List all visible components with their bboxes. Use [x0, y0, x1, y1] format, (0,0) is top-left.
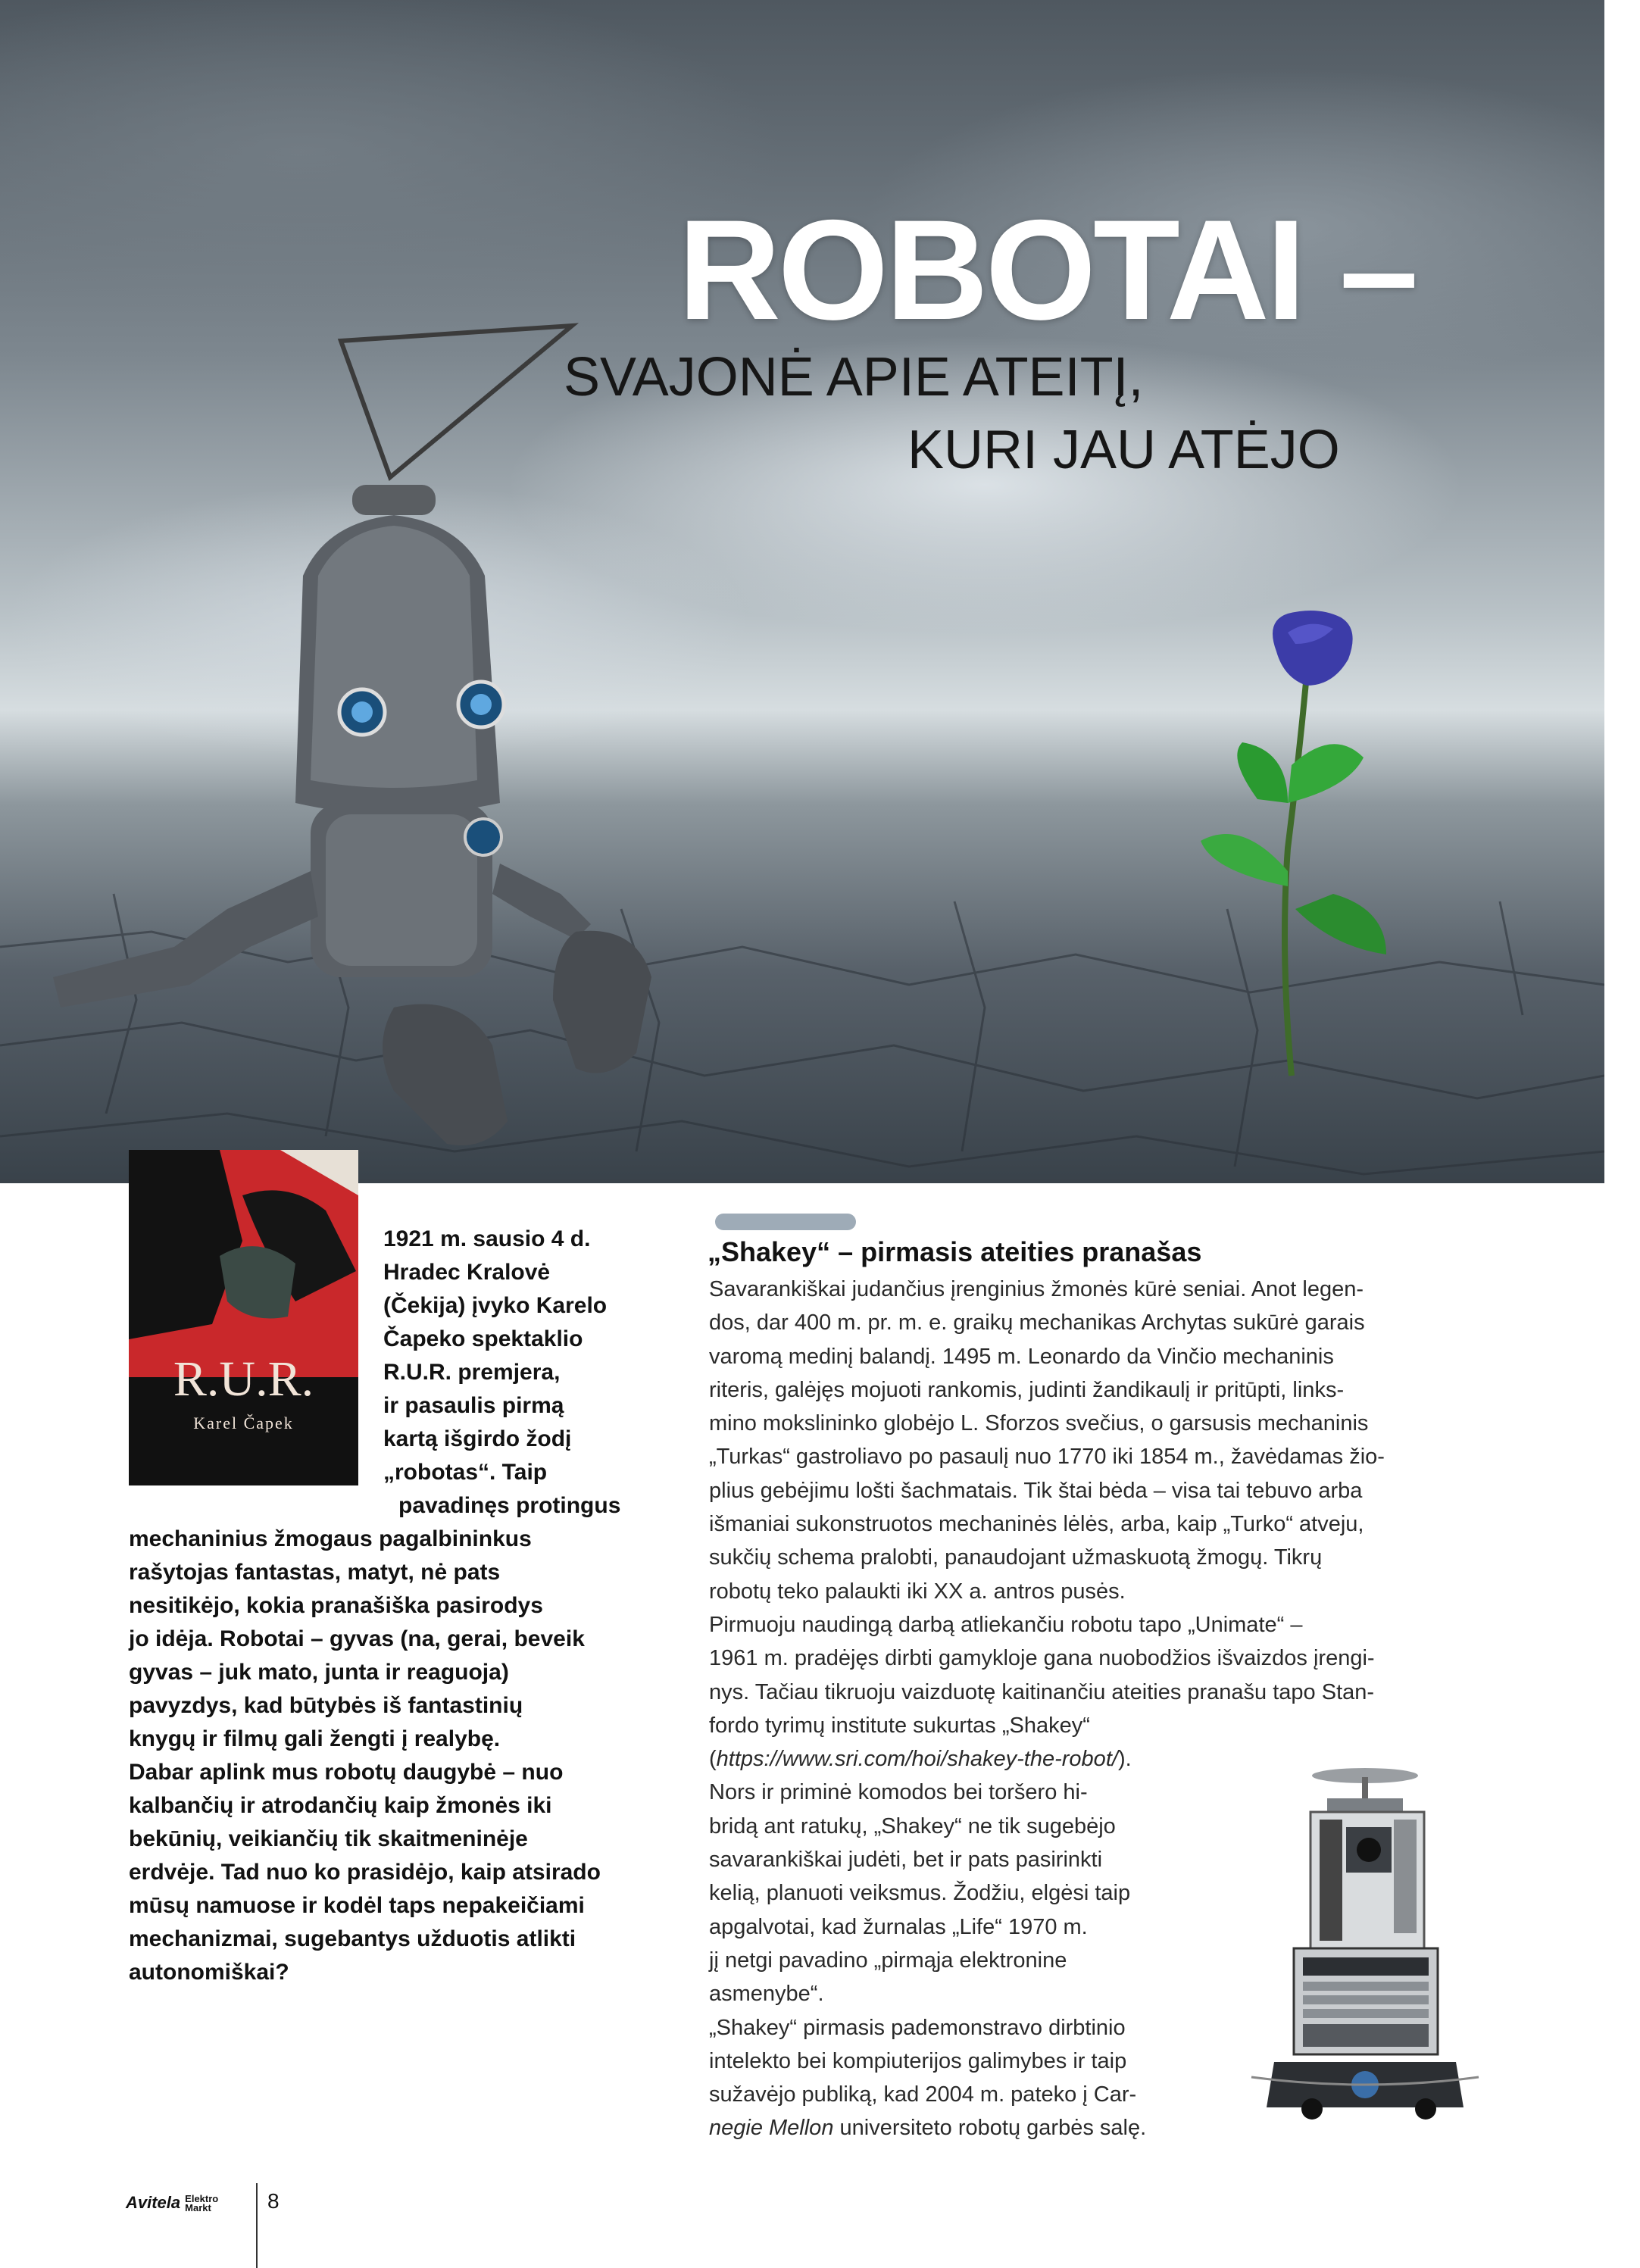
shakey-url-link[interactable]: https://www.sri.com/hoi/shakey-the-robot/	[716, 1747, 1118, 1772]
intro-line: „robotas“. Taip	[383, 1460, 548, 1485]
rose-figure	[1201, 611, 1386, 1076]
body-line: mino mokslininko globėjo L. Sforzos svečius, o garsusis mechaninis	[709, 1411, 1369, 1436]
body-line: sužavėjo publiką, kad 2004 m. pateko į Car-	[709, 2082, 1137, 2107]
intro-line: pavadinęs protingus	[398, 1493, 621, 1518]
intro-line: bekūnių, veikiančių tik skaitmeninėje	[129, 1826, 528, 1851]
body-line: apgalvotai, kad žurnalas „Life“ 1970 m.	[709, 1914, 1088, 1939]
section-accent-bar	[715, 1214, 856, 1230]
body-line: 1961 m. pradėjęs dirbti gamykloje gana nuobodžios išvaizdos įrengi-	[709, 1646, 1375, 1671]
intro-line: nesitikėjo, kokia pranašiška pasirodys	[129, 1593, 543, 1618]
intro-line: autonomiškai?	[129, 1960, 289, 1985]
book-cover-art	[129, 1150, 358, 1485]
headline-subtitle-line2: KURI JAU ATĖJO	[907, 420, 1340, 480]
intro-paragraph-indent	[398, 1489, 620, 1523]
section-heading: „Shakey“ – pirmasis ateities pranašas	[708, 1236, 1202, 1267]
italic-name: negie Mellon	[709, 2116, 834, 2141]
intro-line: erdvėje. Tad nuo ko prasidėjo, kaip atsirado	[129, 1860, 601, 1885]
body-line: „Shakey“ pirmasis pademonstravo dirbtinio	[709, 2015, 1126, 2040]
book-title: R.U.R.	[173, 1351, 314, 1407]
partner-line1: Elektro	[185, 2193, 219, 2205]
intro-line: (Čekija) įvyko Karelo	[383, 1293, 608, 1318]
brand-name: Avitela	[126, 2193, 181, 2212]
intro-line: kalbančių ir atrodančių kaip žmonės iki	[129, 1793, 552, 1818]
body-line: plius gebėjimu lošti šachmatais. Tik štai bėda – visa tai tebuvo arba	[709, 1478, 1363, 1503]
body-line: sukčių schema pralobti, panaudojant užmaskuotą žmogų. Tikrų	[709, 1545, 1323, 1570]
partner-line2: Markt	[185, 2202, 211, 2214]
headline: ROBOTAI –	[678, 190, 1416, 349]
book-cover-rur	[129, 1150, 358, 1485]
robot-figure	[53, 326, 651, 1145]
body-line: jį netgi pavadino „pirmąja elektronine	[709, 1948, 1067, 1973]
url-open: (	[709, 1747, 717, 1772]
intro-paragraph-main	[129, 1523, 601, 1989]
body-line: „Turkas“ gastroliavo po pasaulį nuo 1770 iki 1854 m., žavėdamas žio-	[709, 1445, 1385, 1470]
intro-line: Dabar aplink mus robotų daugybė – nuo	[129, 1760, 564, 1785]
intro-line: gyvas – juk mato, junta ir reaguoja)	[129, 1660, 509, 1685]
last-line-rest: universiteto robotų garbės salę.	[833, 2116, 1147, 2141]
body-line: robotų teko palaukti iki XX a. antros pusės.	[709, 1579, 1126, 1604]
intro-line: mechaninius žmogaus pagalbininkus	[129, 1526, 532, 1551]
intro-line: mechanizmai, sugebantys užduotis atlikti	[129, 1926, 576, 1951]
intro-line: Čapeko spektaklio	[383, 1326, 583, 1351]
url-close: ).	[1117, 1747, 1132, 1772]
body-line: riteris, galėjęs mojuoti rankomis, judinti žandikaulį ir pritūpti, links-	[709, 1377, 1345, 1402]
book-author: Karel Čapek	[193, 1414, 294, 1432]
body-line: Nors ir priminė komodos bei toršero hi-	[709, 1780, 1088, 1805]
partner-logo	[185, 2195, 218, 2213]
body-line: nys. Tačiau tikruoju vaizduotę kaitinančiu ateities pranašu tapo Stan-	[709, 1679, 1375, 1704]
intro-line: mūsų namuose ir kodėl taps nepakeičiami	[129, 1893, 585, 1918]
footer-brand-logo	[126, 2193, 218, 2213]
body-line: varomą medinį balandį. 1495 m. Leonardo da Vinčio mechaninis	[709, 1344, 1334, 1369]
intro-line: knygų ir filmų gali žengti į realybę.	[129, 1726, 501, 1751]
shakey-robot-photo	[1221, 1759, 1509, 2127]
intro-line: kartą išgirdo žodį	[383, 1426, 572, 1451]
page-number: 8	[267, 2189, 280, 2213]
body-line: išmaniai sukonstruotos mechaninės lėlės, arba, kaip „Turko“ atveju,	[709, 1512, 1364, 1537]
body-line: dos, dar 400 m. pr. m. e. graikų mechanikas Archytas sukūrė garais	[709, 1311, 1365, 1335]
body-line: savarankiškai judėti, bet ir pats pasirinkti	[709, 1848, 1103, 1873]
intro-paragraph-top	[383, 1223, 607, 1489]
body-line: asmenybe“.	[709, 1982, 824, 2007]
intro-line: R.U.R. premjera,	[383, 1360, 561, 1385]
intro-line: pavyzdys, kad būtybės iš fantastinių	[129, 1693, 523, 1718]
body-line: kelią, planuoti veiksmus. Žodžiu, elgėsi taip	[709, 1881, 1131, 1906]
body-line: fordo tyrimų institute sukurtas „Shakey“	[709, 1713, 1090, 1738]
intro-line: rašytojas fantastas, matyt, nė pats	[129, 1560, 501, 1585]
headline-subtitle-line1: SVAJONĖ APIE ATEITĮ,	[564, 347, 1144, 408]
body-line: intelekto bei kompiuterijos galimybes ir taip	[709, 2048, 1127, 2073]
footer-divider	[256, 2183, 258, 2268]
body-line: Pirmuoju naudingą darbą atliekančiu robotu tapo „Unimate“ –	[709, 1612, 1303, 1637]
intro-line: Hradec Kralovė	[383, 1260, 551, 1285]
intro-line: jo idėja. Robotai – gyvas (na, gerai, beveik	[129, 1626, 585, 1651]
body-line: Savarankiškai judančius įrenginius žmonės kūrė seniai. Anot legen-	[709, 1277, 1364, 1301]
intro-line: 1921 m. sausio 4 d.	[383, 1226, 591, 1251]
intro-line: ir pasaulis pirmą	[383, 1393, 564, 1418]
body-line: bridą ant ratukų, „Shakey“ ne tik sugebėjo	[709, 1813, 1116, 1838]
